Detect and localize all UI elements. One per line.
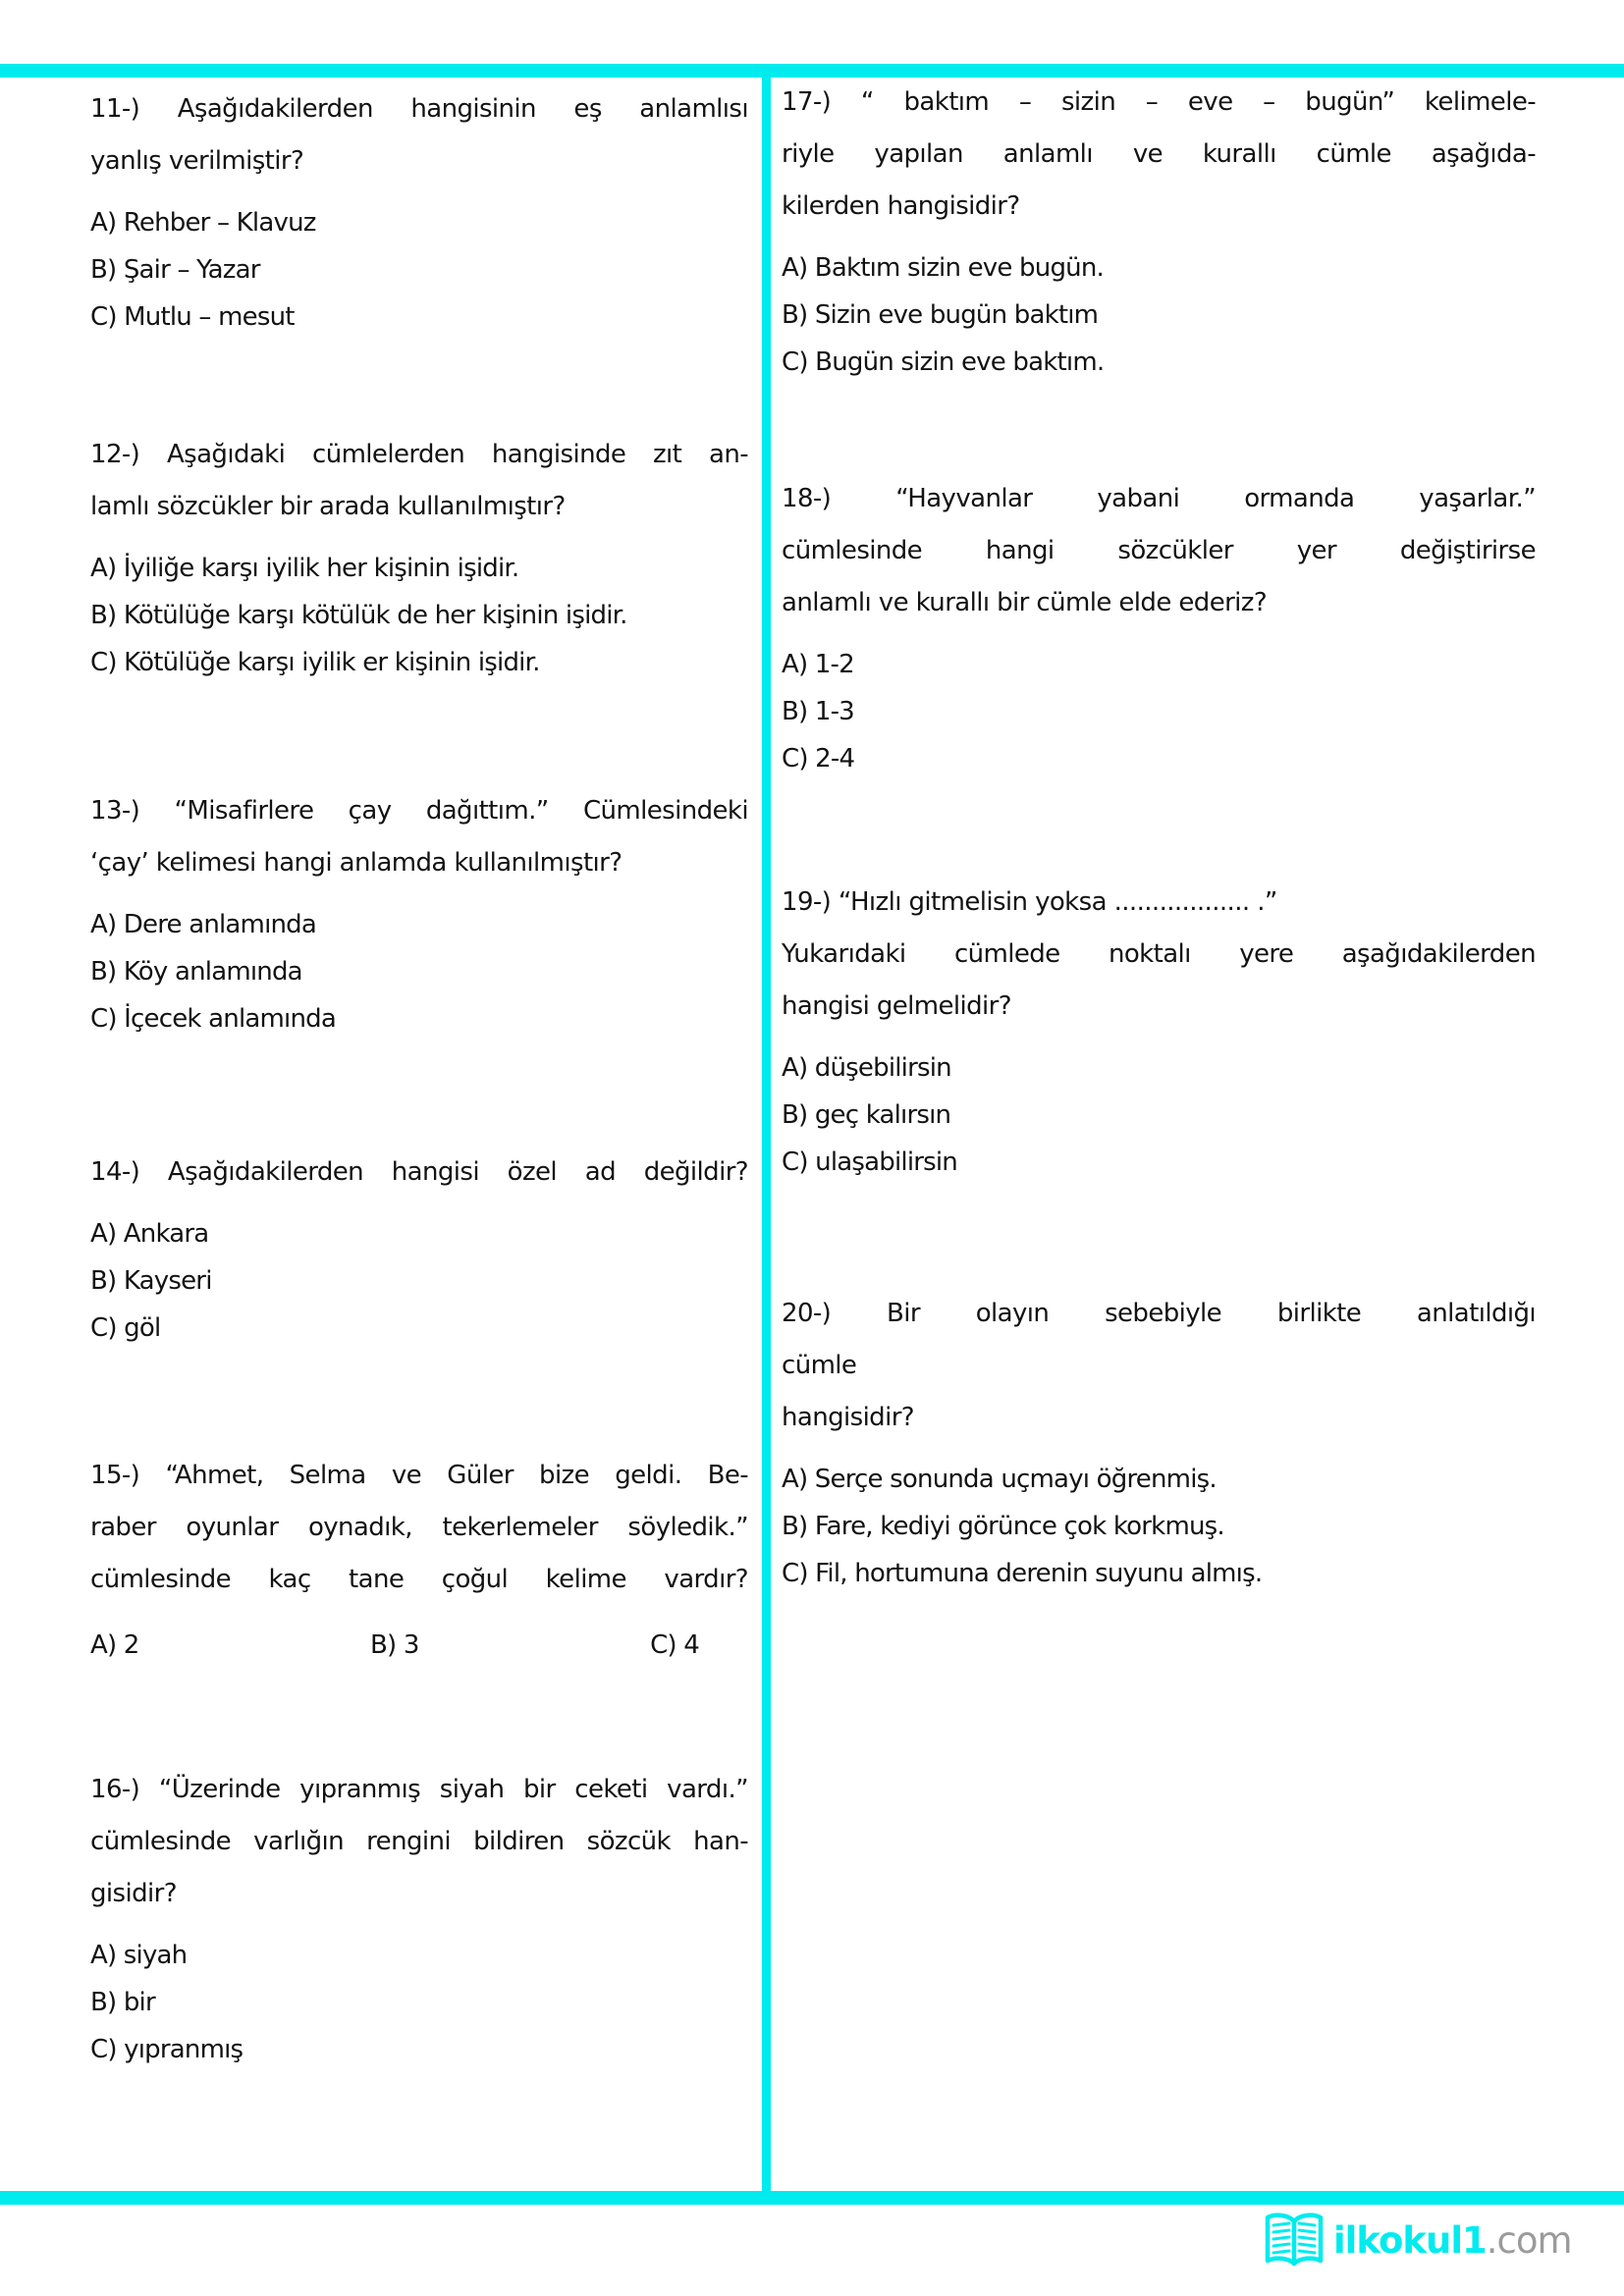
option-a: A) Serçe sonunda uçmayı öğrenmiş. <box>782 1465 1217 1494</box>
option-b: B) Şair – Yazar <box>90 255 260 285</box>
question-stem-line: 13-) “Misafirlere çay dağıttım.” Cümlesindeki <box>90 796 748 826</box>
option-a: A) Rehber – Klavuz <box>90 208 316 238</box>
options-list <box>90 1932 748 2073</box>
question-stem-line: cümlesinde varlığın rengini bildiren sözcük han- <box>90 1827 748 1856</box>
option-a: A) siyah <box>90 1941 188 1970</box>
option-b: B) bir <box>90 1988 155 2017</box>
question-stem-line: cümle <box>782 1351 857 1380</box>
question-13 <box>90 785 748 1042</box>
question-stem-line: kilerden hangisidir? <box>782 191 1020 221</box>
option-a: A) 1-2 <box>782 650 854 679</box>
options-list <box>90 199 748 341</box>
question-stem-line: anlamlı ve kurallı bir cümle elde ederiz? <box>782 588 1268 617</box>
option-b: B) Sizin eve bugün baktım <box>782 300 1099 330</box>
option-c: C) 4 <box>650 1630 699 1660</box>
options-list <box>90 901 748 1042</box>
option-b: B) Kötülüğe karşı kötülük de her kişinin işidir. <box>90 601 627 630</box>
question-stem-line: 11-) Aşağıdakilerden hangisinin eş anlamlısı <box>90 94 748 124</box>
option-c: C) göl <box>90 1313 161 1343</box>
option-b: B) 1-3 <box>782 697 854 726</box>
options-list <box>782 1456 1536 1597</box>
option-b: B) 3 <box>370 1630 419 1660</box>
question-stem-line: yanlış verilmiştir? <box>90 146 304 176</box>
question-16 <box>90 1764 748 2073</box>
question-stem-line: 14-) Aşağıdakilerden hangisi özel ad değildir? <box>90 1157 748 1187</box>
question-stem-line: 18-) “Hayvanlar yabani ormanda yaşarlar.” <box>782 484 1536 513</box>
question-stem-line: 16-) “Üzerinde yıpranmış siyah bir ceketi vardı.” <box>90 1775 748 1804</box>
brand-suffix: .com <box>1486 2218 1572 2262</box>
option-a: A) Baktım sizin eve bugün. <box>782 253 1104 283</box>
question-stem-line: raber oyunlar oynadık, tekerlemeler söyledik.” <box>90 1513 748 1542</box>
options-list <box>90 1210 748 1352</box>
option-c: C) Mutlu – mesut <box>90 302 295 332</box>
options-list <box>782 244 1536 386</box>
site-logo-text <box>1333 2219 1572 2262</box>
option-c: C) Kötülüğe karşı iyilik er kişinin işidir. <box>90 648 540 677</box>
option-a: A) İyiliğe karşı iyilik her kişinin işidir. <box>90 554 519 583</box>
question-stem-line: 15-) “Ahmet, Selma ve Güler bize geldi. Be- <box>90 1461 748 1490</box>
question-12 <box>90 429 748 686</box>
question-stem-line: 19-) “Hızlı gitmelisin yoksa .................. .” <box>782 887 1277 917</box>
question-11 <box>90 83 748 341</box>
brand-name: ilkokul1 <box>1333 2218 1487 2262</box>
question-18 <box>782 473 1536 782</box>
option-b: B) Kayseri <box>90 1266 212 1296</box>
options-list <box>782 1044 1536 1186</box>
question-stem-line: 17-) “ baktım – sizin – eve – bugün” kelimele- <box>782 87 1536 117</box>
option-c: C) ulaşabilirsin <box>782 1148 957 1177</box>
question-stem-line: lamlı sözcükler bir arada kullanılmıştır? <box>90 492 566 521</box>
option-c: C) Fil, hortumuna derenin suyunu almış. <box>782 1559 1263 1588</box>
question-stem-line: Yukarıdaki cümlede noktalı yere aşağıdakilerden <box>782 939 1536 969</box>
bottom-border-bar <box>0 2191 1624 2205</box>
option-a: A) 2 <box>90 1630 139 1660</box>
question-stem-line: hangisi gelmelidir? <box>782 991 1011 1021</box>
option-c: C) yıpranmış <box>90 2035 244 2064</box>
question-stem-line: gisidir? <box>90 1879 177 1908</box>
option-b: B) geç kalırsın <box>782 1100 951 1130</box>
question-stem-line: cümlesinde hangi sözcükler yer değiştirirse <box>782 536 1536 565</box>
site-logo <box>1263 2212 1572 2269</box>
question-stem-line: ‘çay’ kelimesi hangi anlamda kullanılmıştır? <box>90 848 623 878</box>
question-stem-line: cümlesinde kaç tane çoğul kelime vardır? <box>90 1565 748 1594</box>
question-stem-line: riyle yapılan anlamlı ve kurallı cümle aşağıda- <box>782 139 1536 169</box>
option-a: A) düşebilirsin <box>782 1053 951 1083</box>
top-border-bar <box>0 64 1624 78</box>
option-c: C) Bugün sizin eve baktım. <box>782 347 1105 377</box>
option-c: C) İçecek anlamında <box>90 1004 336 1034</box>
question-15 <box>90 1450 748 1669</box>
open-book-icon <box>1263 2212 1326 2269</box>
option-a: A) Ankara <box>90 1219 209 1249</box>
question-17 <box>782 77 1536 386</box>
question-14 <box>90 1147 748 1352</box>
question-19 <box>782 877 1536 1186</box>
option-a: A) Dere anlamında <box>90 910 317 939</box>
option-c: C) 2-4 <box>782 744 855 774</box>
options-list <box>90 1622 699 1669</box>
option-b: B) Fare, kediyi görünce çok korkmuş. <box>782 1512 1224 1541</box>
options-list <box>90 545 748 686</box>
options-list <box>782 641 1536 782</box>
question-stem-line: 20-) Bir olayın sebebiyle birlikte anlatıldığı <box>782 1299 1536 1328</box>
column-divider <box>762 64 771 2191</box>
option-b: B) Köy anlamında <box>90 957 302 987</box>
question-20 <box>782 1288 1536 1597</box>
question-stem-line: 12-) Aşağıdaki cümlelerden hangisinde zıt an- <box>90 440 748 469</box>
question-stem-line: hangisidir? <box>782 1403 915 1432</box>
